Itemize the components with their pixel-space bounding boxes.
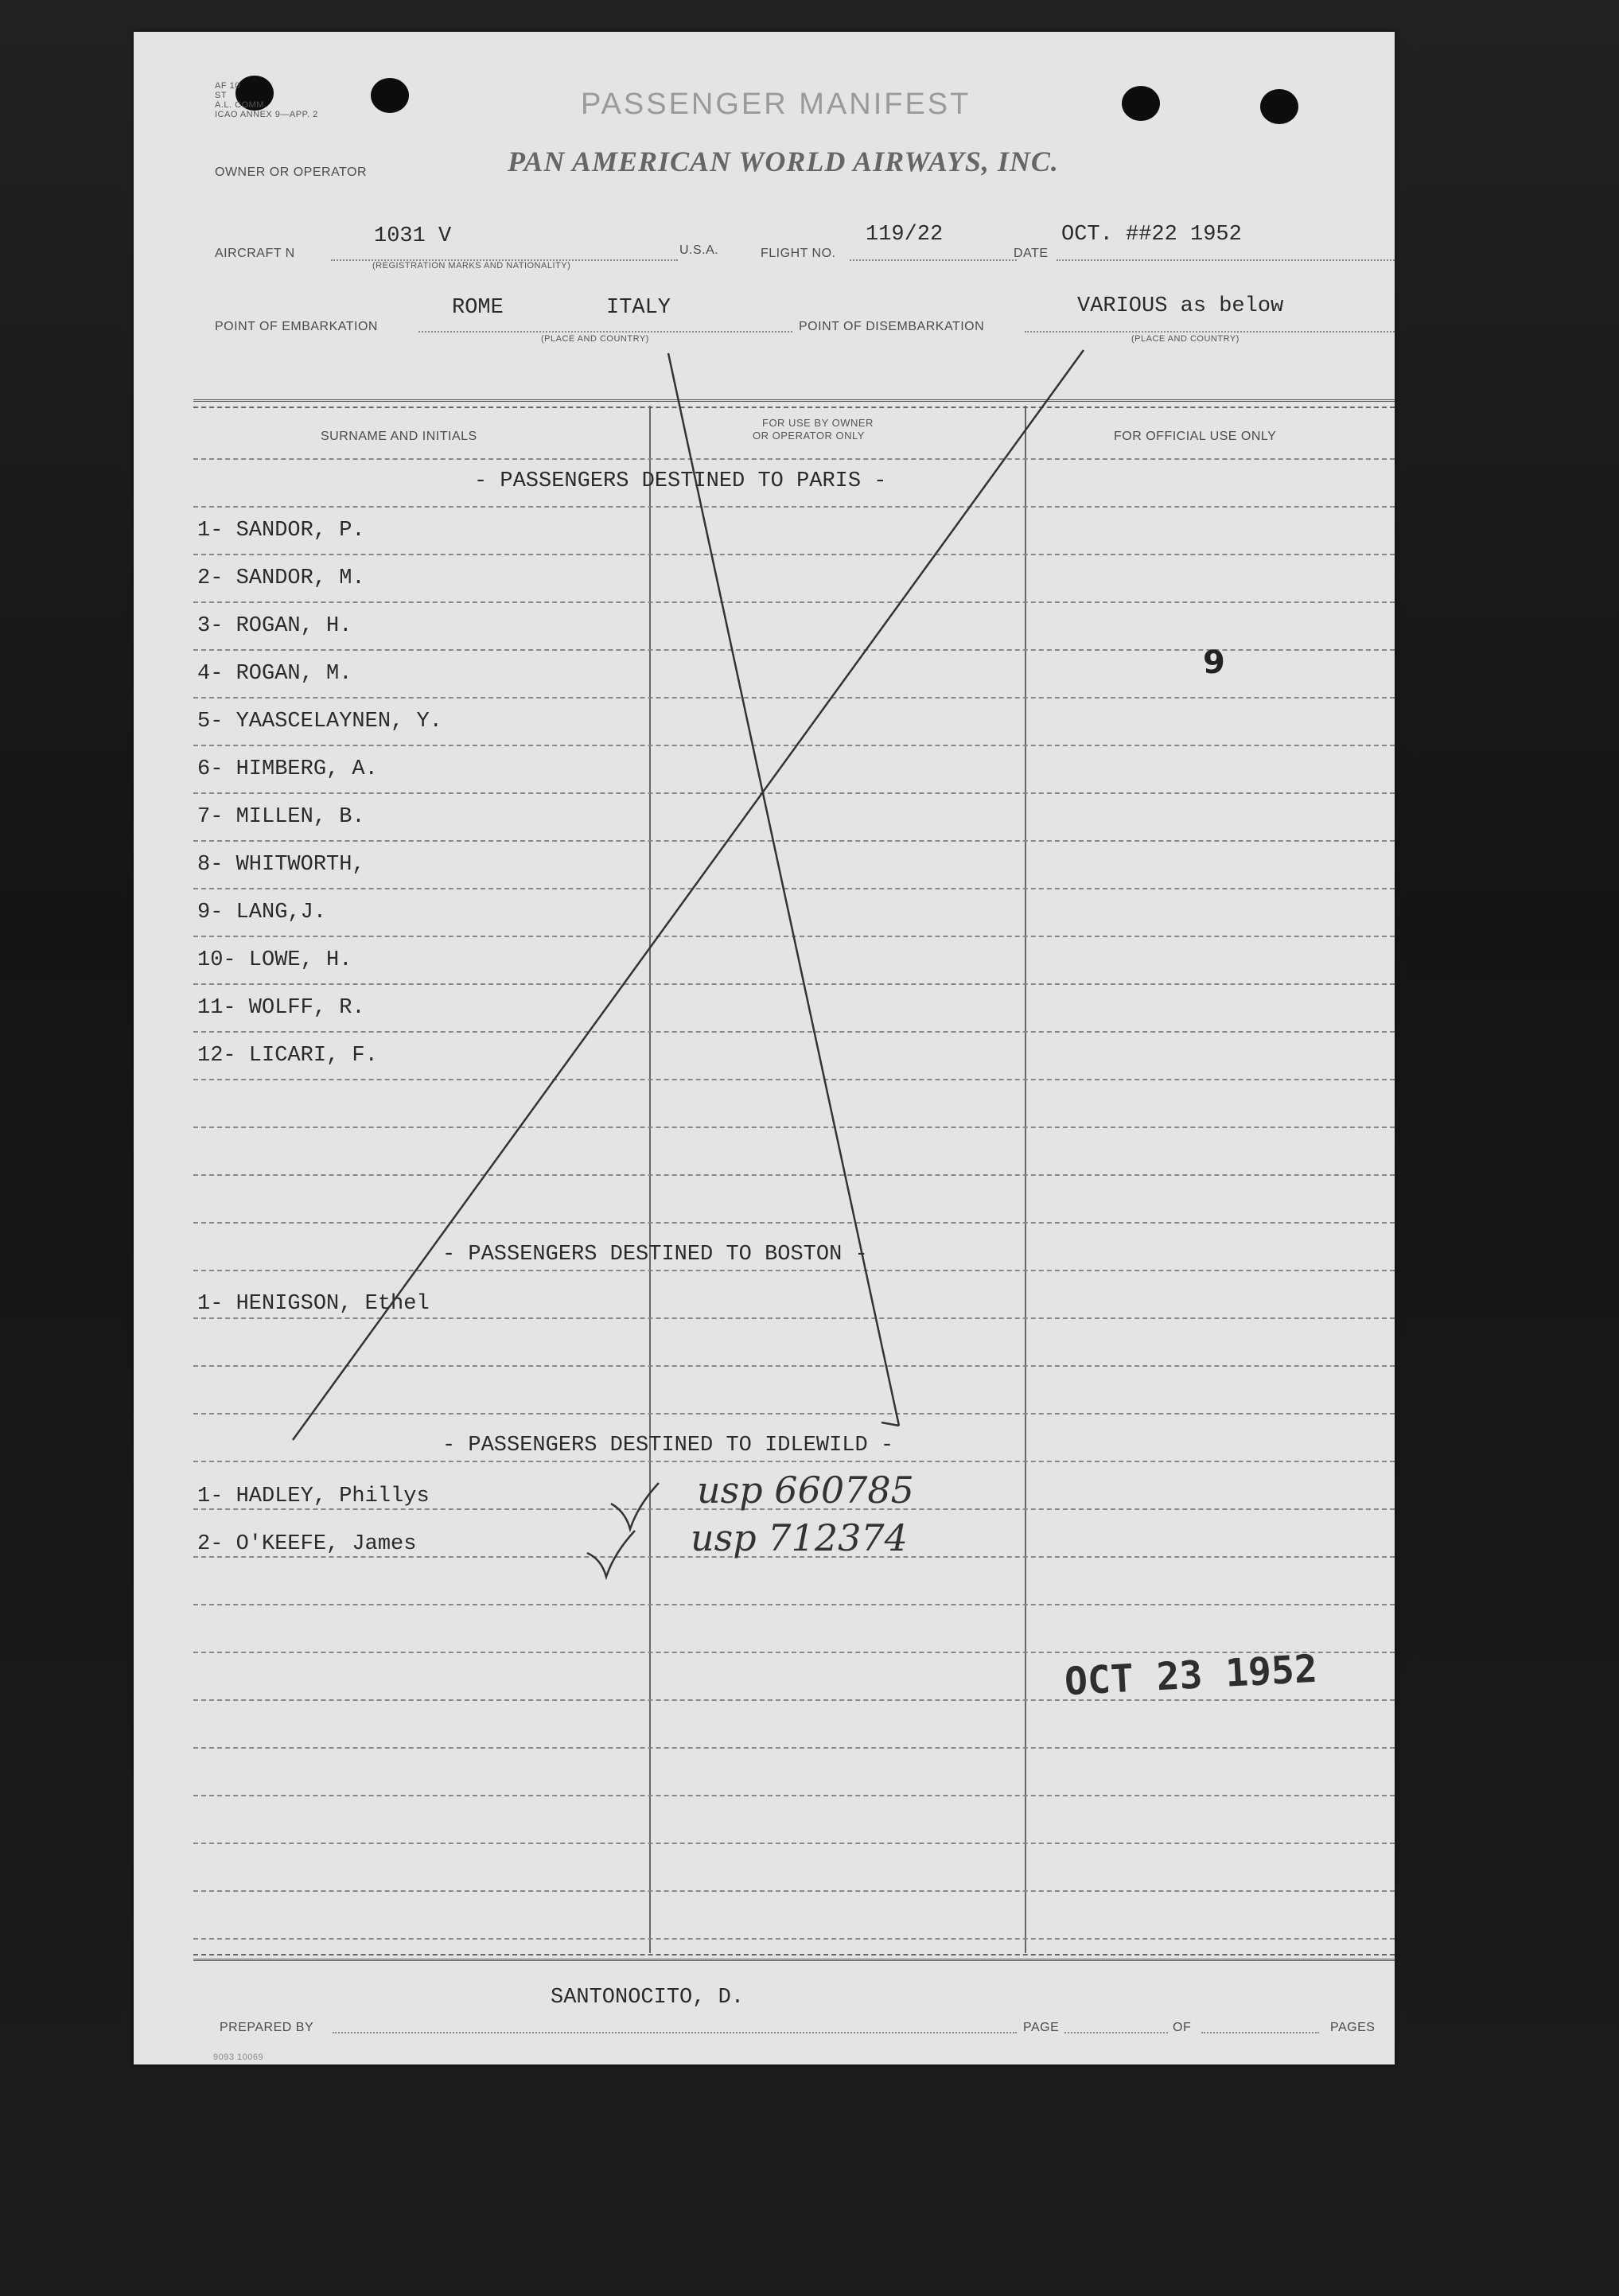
aircraft-value: 1031 V — [374, 224, 452, 248]
of-label: OF — [1173, 2021, 1192, 2034]
col-official: FOR OFFICIAL USE ONLY — [1114, 430, 1277, 443]
disembarkation-label: POINT OF DISEMBARKATION — [799, 320, 985, 333]
section-idlewild: - PASSENGERS DESTINED TO IDLEWILD - — [442, 1434, 894, 1457]
embarkation-country: ITALY — [606, 296, 671, 320]
flight-value: 119/22 — [866, 223, 944, 247]
official-count: 9 — [1203, 644, 1225, 681]
owner-label: OWNER OR OPERATOR — [215, 165, 368, 179]
usa-label: U.S.A. — [679, 243, 719, 257]
passenger-row: 7- MILLEN, B. — [197, 805, 365, 829]
passenger-row: 1- HENIGSON, Ethel — [197, 1292, 430, 1316]
col-surname: SURNAME AND INITIALS — [321, 430, 477, 443]
corner-ref-line: AF 10 — [215, 81, 240, 91]
page-label: PAGE — [1023, 2021, 1060, 2034]
place-caption-2: (PLACE AND COUNTRY) — [1131, 334, 1240, 344]
passenger-row: 3- ROGAN, H. — [197, 614, 352, 638]
section-paris: - PASSENGERS DESTINED TO PARIS - — [474, 469, 887, 493]
preparer-name: SANTONOCITO, D. — [551, 1986, 745, 2010]
passenger-row: 2- O'KEEFE, James — [197, 1532, 417, 1556]
flight-label: FLIGHT NO. — [761, 247, 836, 260]
corner-ref-line: A.L. COMM. — [215, 100, 267, 110]
registration-caption: (REGISTRATION MARKS AND NATIONALITY) — [372, 261, 571, 270]
handwritten-note: usp 712374 — [691, 1516, 908, 1559]
date-stamp: OCT 23 1952 — [1063, 1646, 1319, 1705]
date-value: OCT. ##22 1952 — [1061, 223, 1242, 247]
form-code: 9093 10069 — [213, 2053, 264, 2062]
passenger-row: 8- WHITWORTH, — [197, 853, 365, 877]
section-boston: - PASSENGERS DESTINED TO BOSTON - — [442, 1243, 868, 1267]
operator-name: PAN AMERICAN WORLD AIRWAYS, INC. — [508, 146, 1059, 177]
pages-label: PAGES — [1330, 2021, 1376, 2034]
date-label: DATE — [1014, 247, 1049, 260]
manifest-page — [134, 32, 1395, 2064]
place-caption: (PLACE AND COUNTRY) — [541, 334, 649, 344]
corner-ref-line: ICAO ANNEX 9—APP. 2 — [215, 110, 318, 119]
embarkation-label: POINT OF EMBARKATION — [215, 320, 378, 333]
cross-out-marks — [134, 32, 1395, 2064]
passenger-row: 6- HIMBERG, A. — [197, 757, 378, 781]
corner-ref-line: ST — [215, 91, 228, 100]
embarkation-city: ROME — [452, 296, 504, 320]
passenger-row: 12- LICARI, F. — [197, 1044, 378, 1068]
handwritten-note: usp 660785 — [697, 1469, 914, 1512]
passenger-row: 11- WOLFF, R. — [197, 996, 365, 1020]
passenger-row: 1- HADLEY, Phillys — [197, 1485, 430, 1508]
passenger-row: 4- ROGAN, M. — [197, 662, 352, 686]
passenger-row: 9- LANG,J. — [197, 901, 327, 924]
passenger-row: 1- SANDOR, P. — [197, 519, 365, 543]
col-owner-use-1: FOR USE BY OWNER — [762, 417, 874, 429]
passenger-row: 2- SANDOR, M. — [197, 566, 365, 590]
prepared-by-label: PREPARED BY — [220, 2021, 314, 2034]
aircraft-label: AIRCRAFT N — [215, 247, 295, 260]
passenger-row: 5- YAASCELAYNEN, Y. — [197, 710, 442, 734]
disembarkation-value: VARIOUS as below — [1077, 294, 1284, 318]
col-owner-use-2: OR OPERATOR ONLY — [753, 430, 865, 442]
page-title: PASSENGER MANIFEST — [581, 88, 971, 121]
passenger-row: 10- LOWE, H. — [197, 948, 352, 972]
